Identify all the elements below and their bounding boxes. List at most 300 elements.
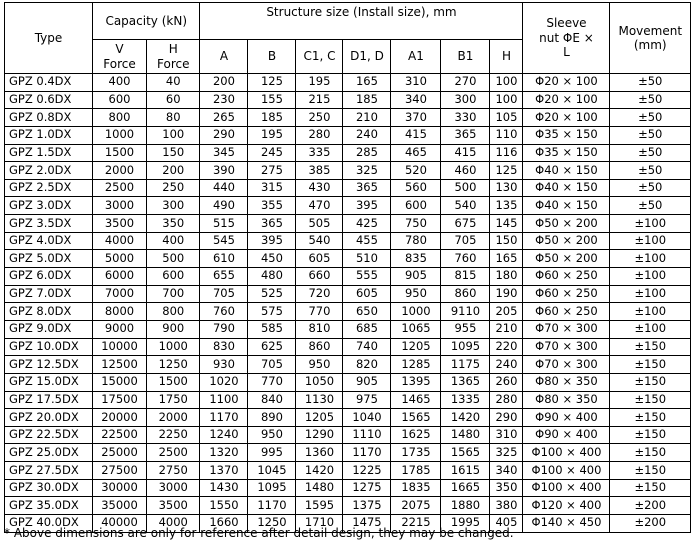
cell-h: 100	[490, 91, 523, 109]
cell-sleeve-nut: Φ80 × 350	[523, 373, 610, 391]
cell-movement: ±150	[610, 426, 691, 444]
cell-movement: ±100	[610, 232, 691, 250]
table-row	[5, 232, 691, 250]
cell-b1: 1565	[441, 444, 490, 462]
cell-a: 490	[200, 197, 248, 215]
cell-d1-d: 605	[343, 285, 391, 303]
cell-h-force: 4000	[147, 515, 200, 533]
cell-a1: 1565	[391, 409, 441, 427]
cell-type: GPZ 0.8DX	[5, 109, 93, 127]
cell-h-force: 350	[147, 215, 200, 233]
cell-type: GPZ 15.0DX	[5, 373, 93, 391]
cell-a1: 1205	[391, 338, 441, 356]
cell-h-force: 3500	[147, 497, 200, 515]
cell-sleeve-nut: Φ90 × 400	[523, 426, 610, 444]
cell-d1-d: 285	[343, 144, 391, 162]
cell-b: 125	[248, 74, 296, 92]
cell-h-force: 1250	[147, 356, 200, 374]
cell-b: 525	[248, 285, 296, 303]
cell-sleeve-nut: Φ60 × 250	[523, 303, 610, 321]
cell-b: 625	[248, 338, 296, 356]
cell-a1: 1735	[391, 444, 441, 462]
cell-h-force: 600	[147, 268, 200, 286]
cell-v-force: 5000	[93, 250, 147, 268]
cell-a1: 1285	[391, 356, 441, 374]
cell-c1-c: 1595	[296, 497, 343, 515]
cell-d1-d: 395	[343, 197, 391, 215]
cell-b1: 270	[441, 74, 490, 92]
table-row	[5, 497, 691, 515]
cell-a1: 600	[391, 197, 441, 215]
cell-v-force: 17500	[93, 391, 147, 409]
cell-a1: 1625	[391, 426, 441, 444]
cell-h: 210	[490, 320, 523, 338]
cell-a: 705	[200, 285, 248, 303]
cell-sleeve-nut: Φ90 × 400	[523, 409, 610, 427]
cell-sleeve-nut: Φ60 × 250	[523, 268, 610, 286]
cell-a: 1550	[200, 497, 248, 515]
cell-v-force: 40000	[93, 515, 147, 533]
cell-type: GPZ 0.6DX	[5, 91, 93, 109]
cell-c1-c: 1480	[296, 479, 343, 497]
cell-v-force: 35000	[93, 497, 147, 515]
cell-b: 705	[248, 356, 296, 374]
cell-a: 760	[200, 303, 248, 321]
cell-c1-c: 605	[296, 250, 343, 268]
cell-b1: 300	[441, 91, 490, 109]
cell-type: GPZ 10.0DX	[5, 338, 93, 356]
cell-c1-c: 250	[296, 109, 343, 127]
cell-b: 185	[248, 109, 296, 127]
cell-b1: 540	[441, 197, 490, 215]
cell-c1-c: 810	[296, 320, 343, 338]
cell-movement: ±200	[610, 515, 691, 533]
table-row	[5, 109, 691, 127]
cell-b1: 1995	[441, 515, 490, 533]
cell-v-force: 600	[93, 91, 147, 109]
table-row	[5, 250, 691, 268]
cell-v-force: 7000	[93, 285, 147, 303]
cell-v-force: 1500	[93, 144, 147, 162]
table-row	[5, 320, 691, 338]
cell-b: 450	[248, 250, 296, 268]
cell-b1: 365	[441, 126, 490, 144]
header-h: H	[490, 40, 523, 74]
cell-b: 770	[248, 373, 296, 391]
cell-h-force: 1500	[147, 373, 200, 391]
cell-sleeve-nut: Φ40 × 150	[523, 162, 610, 180]
cell-v-force: 4000	[93, 232, 147, 250]
cell-type: GPZ 20.0DX	[5, 409, 93, 427]
cell-a1: 1395	[391, 373, 441, 391]
cell-movement: ±150	[610, 444, 691, 462]
header-c1-c: C1, C	[296, 40, 343, 74]
cell-h-force: 40	[147, 74, 200, 92]
spec-table	[4, 2, 691, 533]
cell-d1-d: 455	[343, 232, 391, 250]
cell-movement: ±100	[610, 215, 691, 233]
cell-sleeve-nut: Φ100 × 400	[523, 479, 610, 497]
cell-h: 205	[490, 303, 523, 321]
header-d1-d: D1, D	[343, 40, 391, 74]
cell-sleeve-nut: Φ100 × 400	[523, 444, 610, 462]
table-row	[5, 338, 691, 356]
header-a: A	[200, 40, 248, 74]
cell-h-force: 250	[147, 179, 200, 197]
cell-a: 1320	[200, 444, 248, 462]
cell-d1-d: 650	[343, 303, 391, 321]
table-row	[5, 426, 691, 444]
cell-type: GPZ 3.0DX	[5, 197, 93, 215]
cell-sleeve-nut: Φ70 × 300	[523, 356, 610, 374]
cell-d1-d: 425	[343, 215, 391, 233]
cell-h-force: 2500	[147, 444, 200, 462]
cell-h-force: 3000	[147, 479, 200, 497]
cell-a: 390	[200, 162, 248, 180]
cell-movement: ±100	[610, 303, 691, 321]
cell-c1-c: 1205	[296, 409, 343, 427]
cell-d1-d: 325	[343, 162, 391, 180]
cell-c1-c: 860	[296, 338, 343, 356]
cell-v-force: 10000	[93, 338, 147, 356]
header-h-force: H Force	[147, 40, 200, 74]
cell-sleeve-nut: Φ40 × 150	[523, 179, 610, 197]
cell-movement: ±50	[610, 197, 691, 215]
header-v-force: V Force	[93, 40, 147, 74]
cell-type: GPZ 27.5DX	[5, 462, 93, 480]
cell-a: 290	[200, 126, 248, 144]
cell-b1: 1880	[441, 497, 490, 515]
header-movement: Movement (mm)	[610, 3, 691, 74]
cell-movement: ±50	[610, 144, 691, 162]
cell-h: 105	[490, 109, 523, 127]
cell-b: 480	[248, 268, 296, 286]
spec-table-body	[5, 74, 691, 533]
cell-b: 365	[248, 215, 296, 233]
cell-h-force: 80	[147, 109, 200, 127]
cell-a1: 835	[391, 250, 441, 268]
cell-b1: 330	[441, 109, 490, 127]
cell-h: 240	[490, 356, 523, 374]
cell-b1: 460	[441, 162, 490, 180]
cell-movement: ±150	[610, 373, 691, 391]
cell-c1-c: 215	[296, 91, 343, 109]
cell-type: GPZ 25.0DX	[5, 444, 93, 462]
cell-b: 1045	[248, 462, 296, 480]
cell-h: 310	[490, 426, 523, 444]
cell-b1: 1175	[441, 356, 490, 374]
table-row	[5, 462, 691, 480]
cell-sleeve-nut: Φ50 × 200	[523, 232, 610, 250]
cell-movement: ±150	[610, 356, 691, 374]
cell-type: GPZ 4.0DX	[5, 232, 93, 250]
cell-b: 245	[248, 144, 296, 162]
cell-sleeve-nut: Φ140 × 450	[523, 515, 610, 533]
cell-v-force: 800	[93, 109, 147, 127]
cell-h: 130	[490, 179, 523, 197]
cell-a: 345	[200, 144, 248, 162]
cell-b: 195	[248, 126, 296, 144]
cell-a: 515	[200, 215, 248, 233]
cell-h: 405	[490, 515, 523, 533]
header-type: Type	[5, 3, 93, 74]
cell-a: 1170	[200, 409, 248, 427]
cell-a1: 370	[391, 109, 441, 127]
cell-c1-c: 1420	[296, 462, 343, 480]
cell-sleeve-nut: Φ50 × 200	[523, 250, 610, 268]
cell-a: 230	[200, 91, 248, 109]
cell-a: 610	[200, 250, 248, 268]
cell-a1: 1835	[391, 479, 441, 497]
cell-v-force: 22500	[93, 426, 147, 444]
cell-h: 180	[490, 268, 523, 286]
cell-movement: ±100	[610, 320, 691, 338]
cell-b: 575	[248, 303, 296, 321]
cell-c1-c: 505	[296, 215, 343, 233]
cell-a1: 1065	[391, 320, 441, 338]
cell-b: 1170	[248, 497, 296, 515]
cell-a: 200	[200, 74, 248, 92]
cell-sleeve-nut: Φ80 × 350	[523, 391, 610, 409]
cell-a: 930	[200, 356, 248, 374]
cell-a: 440	[200, 179, 248, 197]
table-row	[5, 179, 691, 197]
cell-h-force: 200	[147, 162, 200, 180]
cell-c1-c: 385	[296, 162, 343, 180]
cell-v-force: 20000	[93, 409, 147, 427]
cell-a1: 2215	[391, 515, 441, 533]
cell-b: 1250	[248, 515, 296, 533]
cell-h-force: 100	[147, 126, 200, 144]
cell-h-force: 1750	[147, 391, 200, 409]
cell-a: 1660	[200, 515, 248, 533]
cell-h-force: 2250	[147, 426, 200, 444]
cell-d1-d: 240	[343, 126, 391, 144]
cell-movement: ±100	[610, 285, 691, 303]
cell-sleeve-nut: Φ100 × 400	[523, 462, 610, 480]
table-row	[5, 356, 691, 374]
cell-a1: 520	[391, 162, 441, 180]
footnote: * Above dimensions are only for reference after detail design, they may be changed.	[4, 526, 514, 540]
cell-type: GPZ 8.0DX	[5, 303, 93, 321]
cell-b1: 815	[441, 268, 490, 286]
cell-b1: 860	[441, 285, 490, 303]
cell-d1-d: 185	[343, 91, 391, 109]
cell-h-force: 400	[147, 232, 200, 250]
cell-c1-c: 770	[296, 303, 343, 321]
cell-d1-d: 1225	[343, 462, 391, 480]
cell-a1: 1785	[391, 462, 441, 480]
header-b1: B1	[441, 40, 490, 74]
cell-d1-d: 740	[343, 338, 391, 356]
cell-a1: 560	[391, 179, 441, 197]
cell-sleeve-nut: Φ35 × 150	[523, 126, 610, 144]
cell-h-force: 800	[147, 303, 200, 321]
cell-c1-c: 195	[296, 74, 343, 92]
cell-type: GPZ 6.0DX	[5, 268, 93, 286]
cell-b: 890	[248, 409, 296, 427]
cell-type: GPZ 7.0DX	[5, 285, 93, 303]
cell-a: 1430	[200, 479, 248, 497]
cell-h-force: 900	[147, 320, 200, 338]
cell-d1-d: 1040	[343, 409, 391, 427]
cell-sleeve-nut: Φ70 × 300	[523, 320, 610, 338]
table-row	[5, 391, 691, 409]
cell-b1: 760	[441, 250, 490, 268]
cell-movement: ±100	[610, 268, 691, 286]
cell-c1-c: 280	[296, 126, 343, 144]
cell-d1-d: 510	[343, 250, 391, 268]
cell-type: GPZ 1.0DX	[5, 126, 93, 144]
cell-v-force: 8000	[93, 303, 147, 321]
cell-sleeve-nut: Φ50 × 200	[523, 215, 610, 233]
cell-movement: ±50	[610, 126, 691, 144]
header-sleeve-nut: Sleeve nut ΦE × L	[523, 3, 610, 74]
cell-type: GPZ 2.5DX	[5, 179, 93, 197]
cell-type: GPZ 22.5DX	[5, 426, 93, 444]
cell-a1: 780	[391, 232, 441, 250]
cell-v-force: 15000	[93, 373, 147, 391]
cell-c1-c: 1290	[296, 426, 343, 444]
table-row	[5, 268, 691, 286]
cell-type: GPZ 30.0DX	[5, 479, 93, 497]
cell-b: 315	[248, 179, 296, 197]
cell-a1: 905	[391, 268, 441, 286]
cell-movement: ±200	[610, 497, 691, 515]
cell-d1-d: 165	[343, 74, 391, 92]
cell-movement: ±150	[610, 391, 691, 409]
cell-c1-c: 335	[296, 144, 343, 162]
cell-h-force: 150	[147, 144, 200, 162]
cell-movement: ±100	[610, 250, 691, 268]
cell-h: 110	[490, 126, 523, 144]
cell-d1-d: 1375	[343, 497, 391, 515]
cell-movement: ±50	[610, 179, 691, 197]
cell-d1-d: 905	[343, 373, 391, 391]
cell-h: 165	[490, 250, 523, 268]
cell-movement: ±50	[610, 74, 691, 92]
cell-a: 1370	[200, 462, 248, 480]
cell-type: GPZ 35.0DX	[5, 497, 93, 515]
table-row	[5, 285, 691, 303]
cell-h-force: 2750	[147, 462, 200, 480]
cell-b1: 500	[441, 179, 490, 197]
cell-a1: 750	[391, 215, 441, 233]
cell-b1: 675	[441, 215, 490, 233]
cell-h: 220	[490, 338, 523, 356]
cell-movement: ±50	[610, 91, 691, 109]
cell-c1-c: 660	[296, 268, 343, 286]
cell-type: GPZ 12.5DX	[5, 356, 93, 374]
cell-d1-d: 1275	[343, 479, 391, 497]
cell-v-force: 400	[93, 74, 147, 92]
cell-b: 355	[248, 197, 296, 215]
cell-b: 395	[248, 232, 296, 250]
cell-b: 995	[248, 444, 296, 462]
cell-a: 830	[200, 338, 248, 356]
cell-h-force: 300	[147, 197, 200, 215]
cell-h-force: 500	[147, 250, 200, 268]
table-row	[5, 162, 691, 180]
cell-a: 655	[200, 268, 248, 286]
cell-h: 125	[490, 162, 523, 180]
cell-sleeve-nut: Φ60 × 250	[523, 285, 610, 303]
cell-v-force: 3500	[93, 215, 147, 233]
cell-h: 380	[490, 497, 523, 515]
cell-h: 290	[490, 409, 523, 427]
cell-h: 100	[490, 74, 523, 92]
cell-sleeve-nut: Φ20 × 100	[523, 91, 610, 109]
cell-a1: 310	[391, 74, 441, 92]
table-row	[5, 409, 691, 427]
cell-h: 325	[490, 444, 523, 462]
cell-d1-d: 1110	[343, 426, 391, 444]
cell-h-force: 60	[147, 91, 200, 109]
cell-b1: 705	[441, 232, 490, 250]
cell-movement: ±150	[610, 409, 691, 427]
cell-d1-d: 1475	[343, 515, 391, 533]
cell-v-force: 9000	[93, 320, 147, 338]
cell-b1: 955	[441, 320, 490, 338]
cell-h: 190	[490, 285, 523, 303]
table-row	[5, 444, 691, 462]
cell-c1-c: 430	[296, 179, 343, 197]
cell-v-force: 25000	[93, 444, 147, 462]
cell-a1: 2075	[391, 497, 441, 515]
cell-h: 350	[490, 479, 523, 497]
cell-h: 145	[490, 215, 523, 233]
cell-h: 116	[490, 144, 523, 162]
cell-h: 280	[490, 391, 523, 409]
table-row	[5, 144, 691, 162]
header-b: B	[248, 40, 296, 74]
cell-type: GPZ 0.4DX	[5, 74, 93, 92]
cell-type: GPZ 17.5DX	[5, 391, 93, 409]
cell-type: GPZ 5.0DX	[5, 250, 93, 268]
cell-h-force: 2000	[147, 409, 200, 427]
cell-v-force: 2000	[93, 162, 147, 180]
cell-a1: 415	[391, 126, 441, 144]
cell-v-force: 12500	[93, 356, 147, 374]
cell-type: GPZ 1.5DX	[5, 144, 93, 162]
cell-b: 840	[248, 391, 296, 409]
cell-b1: 415	[441, 144, 490, 162]
cell-v-force: 2500	[93, 179, 147, 197]
cell-type: GPZ 3.5DX	[5, 215, 93, 233]
cell-h: 150	[490, 232, 523, 250]
cell-b1: 1335	[441, 391, 490, 409]
cell-v-force: 6000	[93, 268, 147, 286]
table-row	[5, 373, 691, 391]
table-row	[5, 215, 691, 233]
cell-movement: ±150	[610, 338, 691, 356]
cell-a: 1020	[200, 373, 248, 391]
cell-h-force: 1000	[147, 338, 200, 356]
cell-c1-c: 540	[296, 232, 343, 250]
cell-b1: 1665	[441, 479, 490, 497]
cell-a: 545	[200, 232, 248, 250]
cell-v-force: 27500	[93, 462, 147, 480]
cell-a: 1240	[200, 426, 248, 444]
cell-sleeve-nut: Φ35 × 150	[523, 144, 610, 162]
cell-movement: ±50	[610, 162, 691, 180]
cell-sleeve-nut: Φ20 × 100	[523, 74, 610, 92]
cell-c1-c: 1130	[296, 391, 343, 409]
cell-h: 260	[490, 373, 523, 391]
cell-c1-c: 950	[296, 356, 343, 374]
cell-type: GPZ 9.0DX	[5, 320, 93, 338]
header-capacity: Capacity (kN)	[93, 3, 200, 40]
